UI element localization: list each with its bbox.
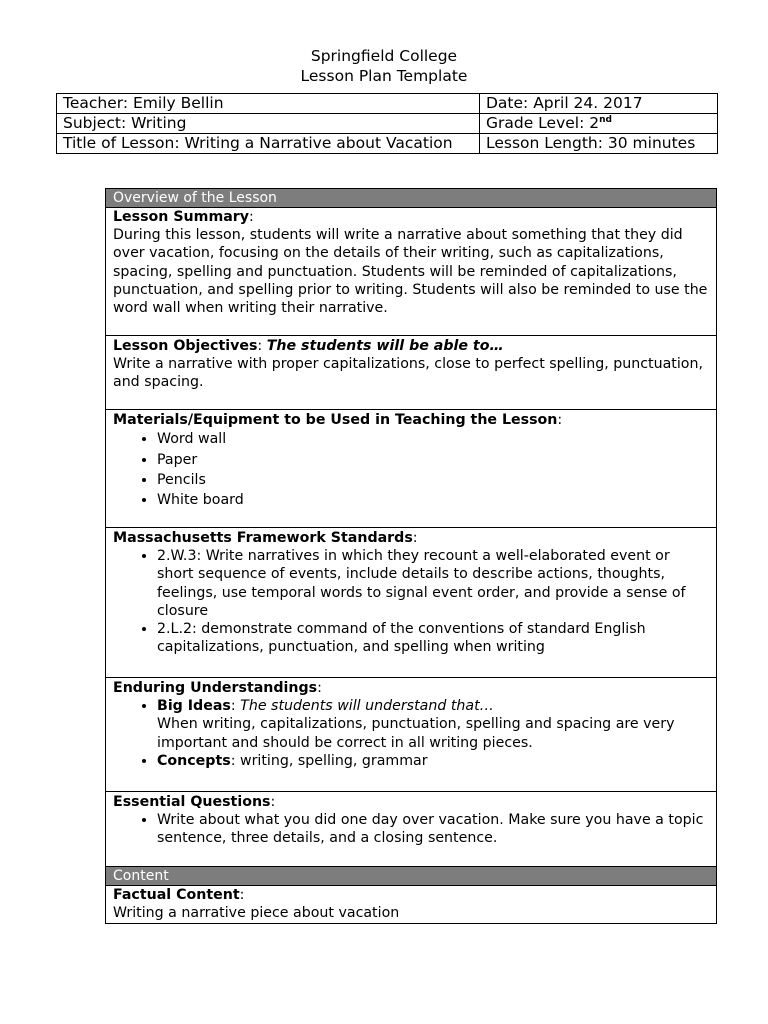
essential-questions-section: Essential Questions: • Write about what you did one day over vacation. Make sure you have a topic sentence, three details, and a closing sentence. (106, 792, 716, 867)
list-item: • Paper (157, 450, 709, 470)
grade-suffix: nd (599, 115, 612, 125)
lesson-info-table (56, 93, 718, 154)
essential-questions-list (113, 811, 709, 847)
concepts-text: writing, spelling, grammar (239, 752, 428, 769)
list-item: • 2.L.2: demonstrate command of the conventions of standard English capitalizations, punctuation, and spelling when writing (157, 620, 709, 656)
info-row (57, 134, 718, 154)
enduring-understandings-section: Enduring Understandings: • Big Ideas: The students will understand that… When writing, capitalizations, punctuation, spelling and spacing are very important and should be correct in all writing pieces. • Concepts: writing, spelling, grammar (106, 678, 716, 792)
info-row (57, 94, 718, 114)
factual-content-text: Writing a narrative piece about vacation (113, 905, 400, 922)
standards-list (113, 547, 709, 656)
grade-cell (480, 114, 718, 134)
essential-questions-heading: Essential Questions (113, 794, 271, 810)
subject-cell: Subject: Writing (57, 114, 480, 134)
big-ideas-lead: The students will understand that… (240, 698, 494, 715)
objectives-lead: The students will be able to… (266, 338, 504, 354)
list-item: • Big Ideas: The students will understand that… When writing, capitalizations, punctuation, spelling and spacing are very important and should be correct in all writing pieces. (157, 697, 709, 752)
date-cell: Date: April 24. 2017 (480, 94, 718, 114)
lesson-length-cell: Lesson Length: 30 minutes (480, 134, 718, 154)
materials-heading: Materials/Equipment to be Used in Teaching the Lesson (113, 412, 558, 428)
materials-section: Materials/Equipment to be Used in Teaching the Lesson: • Word wall • Paper • Pencils • White board (106, 410, 716, 528)
enduring-heading: Enduring Understandings (113, 680, 318, 696)
list-item: • White board (157, 490, 709, 510)
enduring-list (113, 697, 709, 770)
list-item: • Pencils (157, 470, 709, 490)
lesson-summary-text: During this lesson, students will write a narrative about something that they did over vacation, focusing on the details of their writing, such as capitalizations, spacing, spelling and punctuation. Students will be reminded of capitalizations, punctuation, and spelling prior to writing. Students will also be reminded to use the word wall when writing their narrative. (113, 227, 708, 317)
materials-list (113, 429, 709, 510)
concepts-label: Concepts (157, 752, 231, 769)
grade-level: Grade Level: 2 (486, 114, 600, 132)
list-item: • 2.W.3: Write narratives in which they recount a well-elaborated event or short sequence of events, include details to describe actions, thoughts, feelings, use temporal words to signal event order, and provide a sense of closure (157, 547, 709, 620)
lesson-objectives-section: Lesson Objectives: The students will be able to… Write a narrative with proper capitalizations, close to perfect spelling, punctuation, and spacing. (106, 336, 716, 410)
big-ideas-label: Big Ideas (157, 698, 231, 715)
factual-content-section: Factual Content: Writing a narrative piece about vacation (106, 886, 716, 923)
lesson-plan-box (105, 188, 717, 924)
lesson-summary-heading: Lesson Summary (113, 209, 250, 225)
college-name: Springfield College (310, 47, 458, 65)
list-item: • Word wall (157, 429, 709, 449)
lesson-summary-section: Lesson Summary: During this lesson, students will write a narrative about something that they did over vacation, focusing on the details of their writing, such as capitalizations, spacing, spelling and punctuation. Students will be reminded of capitalizations, punctuation, and spelling prior to writing. Students will also be reminded to use the word wall when writing their narrative. (106, 208, 716, 336)
template-title: Lesson Plan Template (300, 67, 468, 85)
teacher-cell: Teacher: Emily Bellin (57, 94, 480, 114)
list-item: • Write about what you did one day over vacation. Make sure you have a topic sentence, three details, and a closing sentence. (157, 811, 709, 847)
lesson-title-cell: Title of Lesson: Writing a Narrative about Vacation (57, 134, 480, 154)
big-ideas-text: When writing, capitalizations, punctuation, spelling and spacing are very important and should be correct in all writing pieces. (157, 716, 675, 751)
factual-content-heading: Factual Content (113, 887, 240, 903)
content-header: Content (106, 867, 716, 886)
list-item: • Concepts: writing, spelling, grammar (157, 752, 709, 770)
lesson-objectives-heading: Lesson Objectives (113, 338, 258, 354)
lesson-objectives-text: Write a narrative with proper capitalizations, close to perfect spelling, punctuation, and spacing. (113, 356, 703, 391)
info-row (57, 114, 718, 134)
overview-header: Overview of the Lesson (106, 189, 716, 208)
standards-heading: Massachusetts Framework Standards (113, 530, 413, 546)
standards-section: Massachusetts Framework Standards: • 2.W.3: Write narratives in which they recount a well-elaborated event or short sequence of events, include details to describe actions, thoughts, feelings, use temporal words to signal event order, and provide a sense of closure • 2.L.2: demonstrate command of the conventions of standard English capitalizations, punctuation, and spelling when writing (106, 528, 716, 678)
